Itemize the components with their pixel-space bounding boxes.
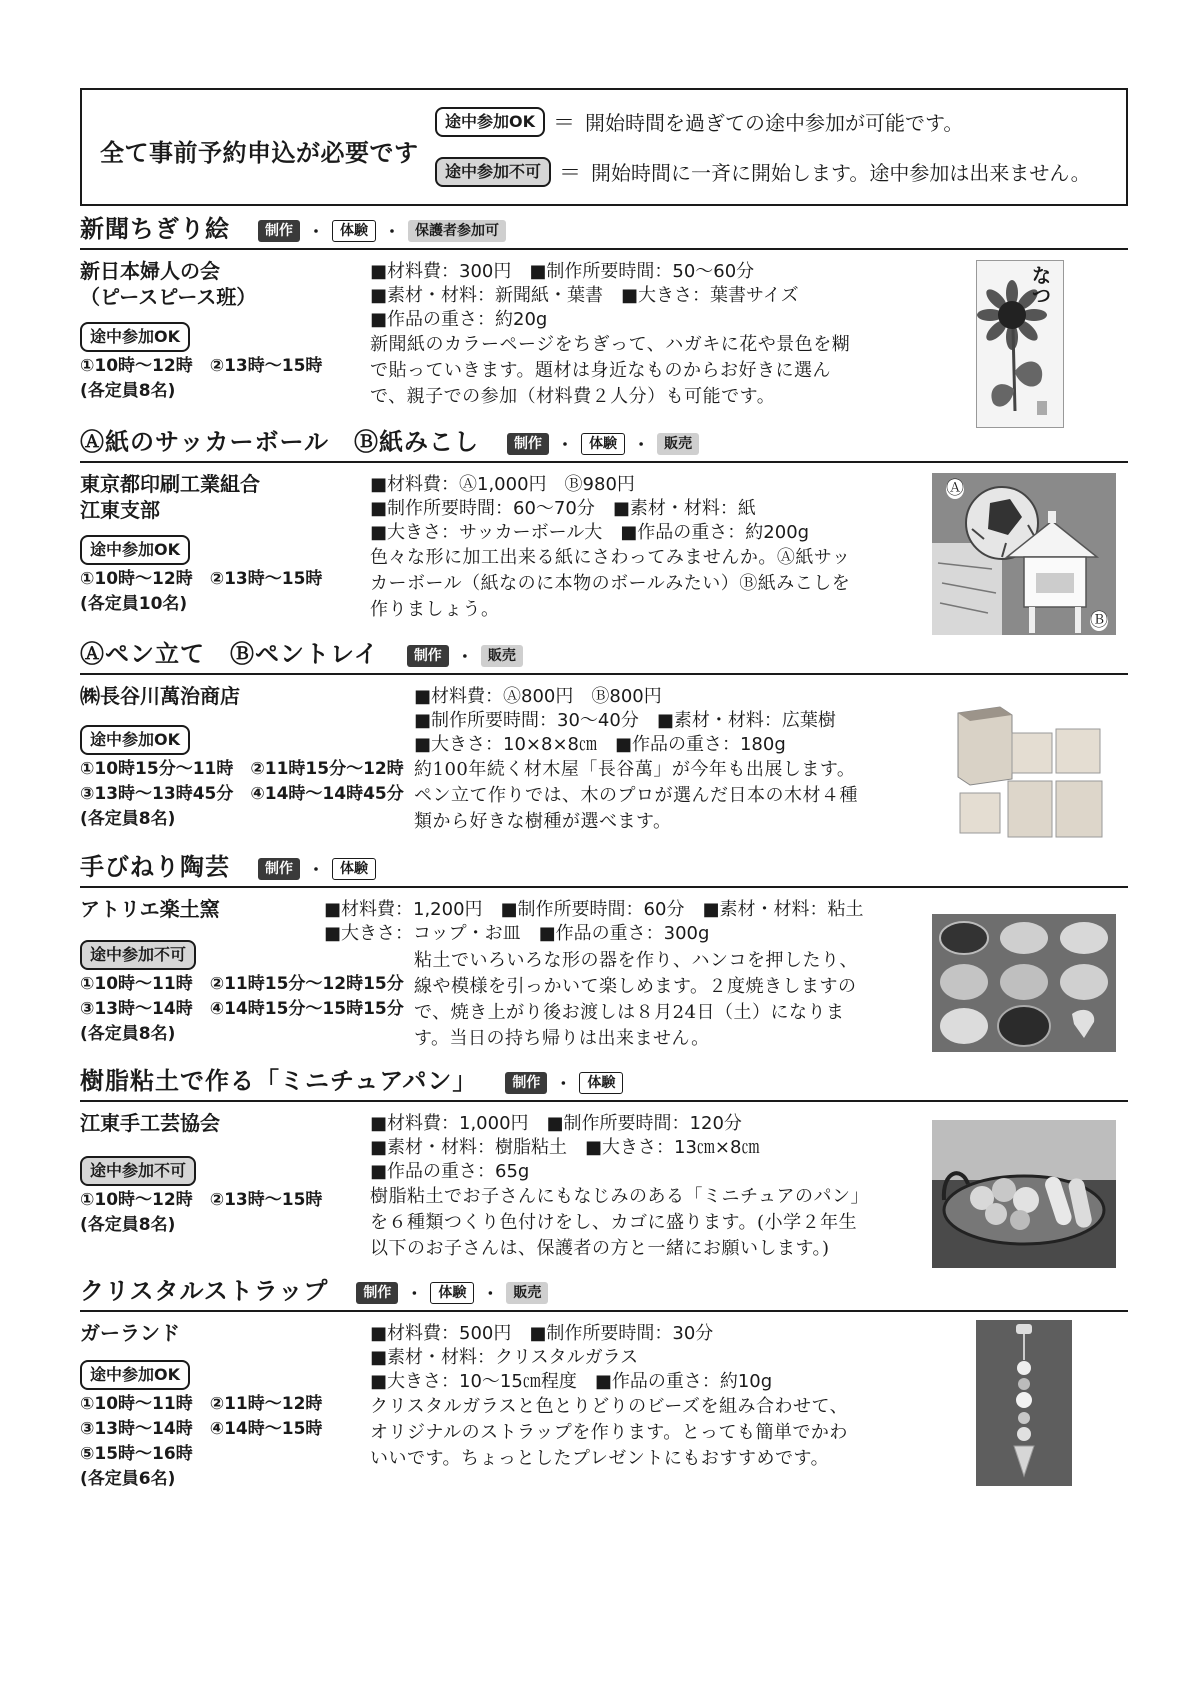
organizer xyxy=(80,258,256,310)
time-slot-line: ③13時～14時 ④14時15分～15時15分 xyxy=(80,999,404,1019)
description: 樹脂粘土でお子さんにもなじみのある「ミニチュアのパン」を６種類つくり色付けをし、カゴに盛ります。(小学２年生以下のお子さんは、保護者の方と一緒にお願いします。) xyxy=(370,1186,860,1259)
tag-separator: ・ xyxy=(456,647,473,666)
time-slot-line: ①10時～12時 ②13時～15時 xyxy=(80,356,323,376)
participation-ng-badge: 途中参加不可 xyxy=(435,157,551,187)
tag-experience: 体験 xyxy=(332,858,376,880)
organizer-name: 東京都印刷工業組合 xyxy=(80,472,260,496)
pen-stand-icon xyxy=(956,701,1108,841)
notice-ng-text: 開始時間に一斉に開始します。途中参加は出来ません。 xyxy=(591,161,1091,185)
time-slot-line: ③13時～13時45分 ④14時～14時45分 xyxy=(80,784,404,804)
notice-ng-row xyxy=(435,156,1091,187)
time-slot-line: ⑤15時～16時 xyxy=(80,1444,193,1464)
sunflower-postcard-photo xyxy=(976,260,1064,428)
spec-line: ■大きさ：10～15㎝程度 ■作品の重さ：約10g xyxy=(370,1371,773,1392)
participation-badge: 途中参加OK xyxy=(80,535,190,565)
spec-line: ■制作所要時間：30～40分 ■素材・材料：広葉樹 xyxy=(414,710,836,731)
equals-sign: ＝ xyxy=(559,161,582,186)
spec-line: ■素材・材料：クリスタルガラス xyxy=(370,1347,639,1368)
time-slots xyxy=(80,1188,322,1238)
crystal-strap-photo xyxy=(976,1320,1072,1486)
capacity-note: (各定員8名) xyxy=(80,1215,176,1235)
tag-sale: 販売 xyxy=(506,1282,548,1304)
spec-line: ■材料費：300円 ■制作所要時間：50～60分 xyxy=(370,261,755,282)
section-tags xyxy=(356,1281,548,1310)
tag-make: 制作 xyxy=(258,858,300,880)
time-slot-line: ①10時～12時 ②13時～15時 xyxy=(80,1190,323,1210)
tag-guardian: 保護者参加可 xyxy=(408,220,506,242)
photo-label-b: Ⓑ xyxy=(1090,610,1108,631)
time-slot-line: ①10時～12時 ②13時～15時 xyxy=(80,569,323,589)
time-slot-line: ①10時～11時 ②11時15分～12時15分 xyxy=(80,974,404,994)
tag-separator: ・ xyxy=(384,222,401,241)
strap-icon xyxy=(976,1320,1072,1486)
specs xyxy=(414,685,836,757)
section-header xyxy=(80,1272,1128,1312)
organizer xyxy=(80,1110,220,1136)
specs xyxy=(370,1112,759,1184)
section-pen-stand xyxy=(80,635,1128,850)
description: 色々な形に加工出来る紙にさわってみませんか。Ⓐ紙サッカーボール（紙なのに本物のボールみたい）Ⓑ紙みこしを作りましょう。 xyxy=(370,547,851,620)
organizer-subname: 江東支部 xyxy=(80,498,160,522)
capacity-note: (各定員8名) xyxy=(80,809,176,829)
section-tags xyxy=(505,1071,623,1100)
spec-line: ■大きさ：10×8×8㎝ ■作品の重さ：180g xyxy=(414,734,786,755)
tag-sale: 販売 xyxy=(657,433,699,455)
time-slots xyxy=(80,567,322,617)
tag-sale: 販売 xyxy=(481,645,523,667)
spec-line: ■大きさ：サッカーボール大 ■作品の重さ：約200g xyxy=(370,522,810,543)
section-header xyxy=(80,423,1128,463)
time-slot-line: ①10時15分～11時 ②11時15分～12時 xyxy=(80,759,404,779)
specs xyxy=(370,473,809,545)
notice-title: 全て事前予約申込が必要です xyxy=(100,139,419,167)
wooden-pen-stand-photo xyxy=(956,701,1108,841)
section-tags xyxy=(407,644,523,673)
organizer xyxy=(80,1320,180,1346)
organizer xyxy=(80,896,220,922)
section-header xyxy=(80,210,1128,250)
section-miniature-bread xyxy=(80,1062,1128,1282)
organizer-name: 新日本婦人の会 xyxy=(80,259,220,283)
photo-label-a: Ⓐ xyxy=(946,478,964,499)
participation-badge: 途中参加OK xyxy=(80,725,190,755)
organizer-subname: （ピースピース班） xyxy=(80,285,257,309)
tag-experience: 体験 xyxy=(581,433,625,455)
section-newspaper-collage xyxy=(80,210,1128,435)
notice-ok-row xyxy=(435,106,963,137)
tag-experience: 体験 xyxy=(430,1282,474,1304)
spec-line: ■材料費：Ⓐ1,000円 Ⓑ980円 xyxy=(370,474,635,495)
tag-experience: 体験 xyxy=(579,1072,623,1094)
tag-separator: ・ xyxy=(482,1284,499,1303)
participation-ok-badge: 途中参加OK xyxy=(435,107,545,137)
participation-badge: 途中参加不可 xyxy=(80,940,196,970)
organizer-name: ガーランド xyxy=(80,1321,180,1345)
section-header xyxy=(80,1062,1128,1102)
participation-badge: 途中参加不可 xyxy=(80,1156,196,1186)
section-title: Ⓐ紙のサッカーボール Ⓑ紙みこし xyxy=(80,428,480,456)
specs xyxy=(370,260,799,332)
spec-line: ■材料費：500円 ■制作所要時間：30分 xyxy=(370,1323,714,1344)
notice-box xyxy=(80,88,1128,206)
pottery-dishes-photo xyxy=(932,914,1116,1052)
section-title: 新聞ちぎり絵 xyxy=(80,215,230,243)
tag-separator: ・ xyxy=(557,435,574,454)
postcard-text: なつ xyxy=(1028,265,1052,305)
section-tags xyxy=(507,432,699,461)
section-header xyxy=(80,635,1128,675)
tag-make: 制作 xyxy=(258,220,300,242)
section-title: 樹脂粘土で作る「ミニチュアパン」 xyxy=(80,1067,478,1095)
spec-line: ■素材・材料：新聞紙・葉書 ■大きさ：葉書サイズ xyxy=(370,285,799,306)
time-slots xyxy=(80,1392,322,1492)
spec-line: ■素材・材料：樹脂粘土 ■大きさ：13㎝×8㎝ xyxy=(370,1137,760,1158)
paper-ball-and-mikoshi-photo xyxy=(932,473,1116,635)
tag-make: 制作 xyxy=(507,433,549,455)
section-title: 手びねり陶芸 xyxy=(80,853,230,881)
specs xyxy=(324,898,863,946)
spec-line: ■材料費：Ⓐ800円 Ⓑ800円 xyxy=(414,686,662,707)
description: 約100年続く材木屋「長谷萬」が今年も出展します。ペン立て作りでは、木のプロが選んだ日本の木材４種類から好きな樹種が選べます。 xyxy=(414,759,858,832)
spec-line: ■材料費：1,000円 ■制作所要時間：120分 xyxy=(370,1113,742,1134)
capacity-note: (各定員8名) xyxy=(80,381,176,401)
section-hand-pottery xyxy=(80,848,1128,1068)
organizer-name: アトリエ楽土窯 xyxy=(80,897,220,921)
description: 新聞紙のカラーページをちぎって、ハガキに花や景色を糊で貼っていきます。題材は身近なものからお好きに選んで、親子での参加（材料費２人分）も可能です。 xyxy=(370,334,851,407)
section-paper-soccer-ball xyxy=(80,423,1128,648)
section-title: Ⓐペン立て Ⓑペントレイ xyxy=(80,640,379,668)
section-tags xyxy=(258,219,506,248)
equals-sign: ＝ xyxy=(553,111,576,136)
time-slots xyxy=(80,354,322,404)
capacity-note: (各定員10名) xyxy=(80,594,188,614)
capacity-note: (各定員6名) xyxy=(80,1469,176,1489)
tag-experience: 体験 xyxy=(332,220,376,242)
tag-separator: ・ xyxy=(308,222,325,241)
time-slots xyxy=(80,757,404,832)
capacity-note: (各定員8名) xyxy=(80,1024,176,1044)
participation-badge: 途中参加OK xyxy=(80,322,190,352)
pottery-icon xyxy=(932,914,1116,1052)
participation-badge: 途中参加OK xyxy=(80,1360,190,1390)
tag-separator: ・ xyxy=(555,1074,572,1093)
organizer xyxy=(80,471,260,523)
organizer xyxy=(80,683,240,709)
description: クリスタルガラスと色とりどりのビーズを組み合わせて、オリジナルのストラップを作ります。とっても簡単でかわいいです。ちょっとしたプレゼントにもおすすめです。 xyxy=(370,1396,849,1469)
organizer-name: 江東手工芸協会 xyxy=(80,1111,220,1135)
spec-line: ■材料費：1,200円 ■制作所要時間：60分 ■素材・材料：粘土 xyxy=(324,899,864,920)
spec-line: ■大きさ：コップ・お皿 ■作品の重さ：300g xyxy=(324,923,710,944)
tag-separator: ・ xyxy=(308,860,325,879)
section-title: クリスタルストラップ xyxy=(80,1277,329,1305)
tag-make: 制作 xyxy=(505,1072,547,1094)
organizer-name: ㈱長谷川萬治商店 xyxy=(80,684,240,708)
time-slots xyxy=(80,972,404,1047)
tag-make: 制作 xyxy=(356,1282,398,1304)
spec-line: ■制作所要時間：60～70分 ■素材・材料：紙 xyxy=(370,498,756,519)
spec-line: ■作品の重さ：65g xyxy=(370,1161,530,1182)
tag-make: 制作 xyxy=(407,645,449,667)
tag-separator: ・ xyxy=(633,435,650,454)
section-crystal-strap xyxy=(80,1272,1128,1502)
specs xyxy=(370,1322,772,1394)
section-tags xyxy=(258,857,376,886)
section-header xyxy=(80,848,1128,888)
time-slot-line: ①10時～11時 ②11時～12時 xyxy=(80,1394,323,1414)
bread-basket-photo xyxy=(932,1120,1116,1268)
spec-line: ■作品の重さ：約20g xyxy=(370,309,548,330)
time-slot-line: ③13時～14時 ④14時～15時 xyxy=(80,1419,323,1439)
notice-ok-text: 開始時間を過ぎての途中参加が可能です。 xyxy=(585,111,964,135)
bread-basket-icon xyxy=(932,1120,1116,1268)
description: 粘土でいろいろな形の器を作り、ハンコを押したり、線や模様を引っかいて楽しめます。２度焼きしますので、焼き上がり後お渡しは８月24日（土）になります。当日の持ち帰りは出来ません。 xyxy=(414,950,858,1049)
tag-separator: ・ xyxy=(406,1284,423,1303)
